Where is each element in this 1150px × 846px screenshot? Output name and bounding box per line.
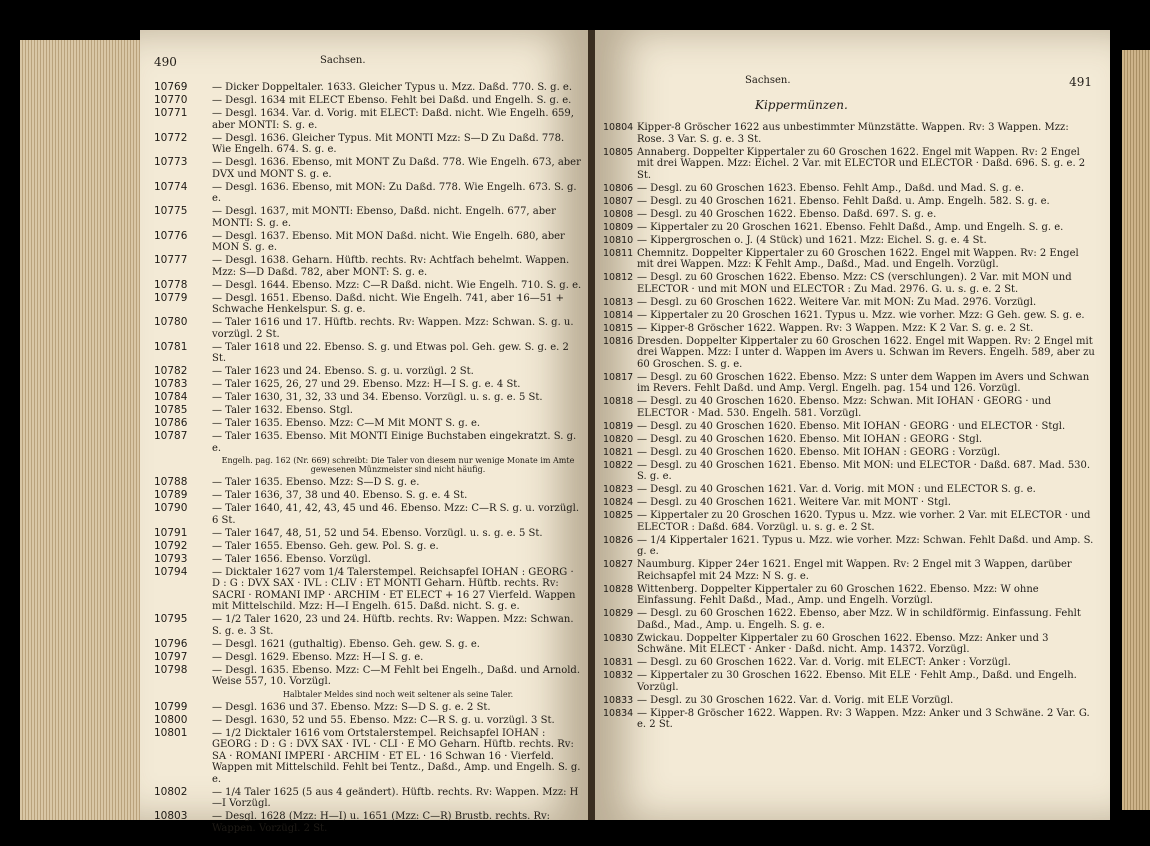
catalog-entry xyxy=(154,567,584,613)
catalog-entry xyxy=(603,695,1098,707)
lot-description: — Kipper-8 Gröscher 1622. Wappen. Rv: 3 Wappen. Mzz: Anker und 3 Schwäne. 2 Var. G. e. 2 St. xyxy=(637,707,1090,730)
catalog-entry xyxy=(603,147,1098,182)
catalog-entry xyxy=(603,196,1098,208)
catalog-entry xyxy=(154,431,584,454)
lot-number: 10770 xyxy=(154,94,188,106)
lot-number: 10800 xyxy=(154,713,188,726)
lot-description: — Desgl. 1630, 52 und 55. Ebenso. Mzz: C—R S. g. u. vorzügl. 3 St. xyxy=(212,714,555,726)
lot-number: 10819 xyxy=(603,420,634,432)
lot-description: Kipper-8 Gröscher 1622 aus unbestimmter Münzstätte. Wappen. Rv: 3 Wappen. Mzz: Rose. 3 Var. S. g. e. 3 St. xyxy=(637,122,1069,145)
lot-number: 10823 xyxy=(603,484,634,495)
lot-description: — Desgl. zu 40 Groschen 1621. Weitere Var. mit MONT · Stgl. xyxy=(637,497,951,508)
catalog-entry xyxy=(603,460,1098,483)
lot-description: — Desgl. zu 40 Groschen 1622. Ebenso. Daßd. 697. S. g. e. xyxy=(637,208,937,220)
catalog-entry xyxy=(154,95,584,107)
footnote: Halbtaler Meldes sind noch weit seltener als seine Taler. xyxy=(282,689,514,699)
lot-number: 10769 xyxy=(154,81,188,93)
lot-description: — Dicker Doppeltaler. 1633. Gleicher Typus u. Mzz. Daßd. 770. S. g. e. xyxy=(212,82,573,93)
lot-description: Zwickau. Doppelter Kippertaler zu 60 Groschen 1622. Ebenso. Mzz: Anker und 3 Schwäne. Mit ELECT · Anker · Daßd. nicht. Amp. 14372. Vorzügl. xyxy=(637,632,1049,655)
lot-description: — Desgl. zu 40 Groschen 1621. Ebenso. Mit MON: und ELECTOR · Daßd. 687. Mad. 530. S. g. e. xyxy=(637,459,1091,482)
lot-description: — Desgl. zu 60 Groschen 1622. Ebenso. Mzz: CS (verschlungen). 2 Var. mit MON und ELECTOR · und mit MON und ELECTOR : Zu Mad. 2976. G. u. s. g. e. 2 St. xyxy=(637,272,1072,295)
footnote: Engelh. pag. 162 (Nr. 669) schreibt: Die Taler von diesem nur wenige Monate im Amte gewesenen Münzmeister sind nicht häufig. xyxy=(221,456,575,474)
lot-number: 10779 xyxy=(154,291,188,304)
catalog-entry xyxy=(154,541,584,553)
lot-description: — Desgl. 1636. Gleicher Typus. Mit MONTI Mzz: S—D Zu Daßd. 778. Wie Engelh. 674. S. g. e. xyxy=(212,132,565,155)
lot-number: 10825 xyxy=(603,510,634,521)
lot-description: — Desgl. zu 40 Groschen 1620. Ebenso. Mzz: Schwan. Mit IOHAN · GEORG · und ELECTOR · Mad. 530. Engelh. 581. Vorzügl. xyxy=(637,396,1052,419)
catalog-entry xyxy=(154,652,584,664)
lot-number: 10781 xyxy=(154,340,188,353)
lot-number: 10802 xyxy=(154,785,188,798)
catalog-entry xyxy=(603,297,1098,309)
lot-number: 10827 xyxy=(603,559,634,570)
lot-description: — Desgl. 1637. Ebenso. Mit MON Daßd. nicht. Wie Engelh. 680, aber MON S. g. e. xyxy=(212,230,565,253)
lot-number: 10776 xyxy=(154,229,188,242)
lot-description: — Desgl. zu 60 Groschen 1622. Ebenso. Mzz: S unter dem Wappen im Avers und Schwan im Revers. Fehlt Daßd. und Amp. Vergl. Engelh. pag. 154 und 126. Vorzügl. xyxy=(637,371,1090,394)
lot-description: — 1/2 Dicktaler 1616 vom Ortstalerstempel. Reichsapfel IOHAN : GEORG : D : G : DVX SAX · IVL · CLI · E MO Geharn. Hüftb. rechts. Rv: SA · ROMANI IMPERI · ARCHIM · ET EL · 16 Schwan 16 · Vierfeld. Wappen mit Mittelschild. Fehlt bei Tentz., Daßd., Amp. und Engelh. S. g. e. xyxy=(212,727,581,785)
catalog-entry xyxy=(154,280,584,292)
catalog-entry xyxy=(154,293,584,316)
lot-description: — Kippertaler zu 20 Groschen 1621. Ebenso. Fehlt Daßd., Amp. und Engelh. S. g. e. xyxy=(637,221,1064,233)
lot-number: 10772 xyxy=(154,131,188,144)
lot-description: — Desgl. zu 60 Groschen 1622. Var. d. Vorig. mit ELECT: Anker : Vorzügl. xyxy=(637,657,1011,668)
lot-number: 10833 xyxy=(603,694,634,706)
lot-description: — 1/4 Kippertaler 1621. Typus u. Mzz. wie vorher. Mzz: Schwan. Fehlt Daßd. und Amp. S. g. e. xyxy=(637,534,1094,557)
lot-number: 10773 xyxy=(154,156,188,168)
lot-number: 10818 xyxy=(603,396,634,407)
lot-description: — Kippergroschen o. J. (4 Stück) und 1621. Mzz: Eichel. S. g. e. 4 St. xyxy=(637,234,987,246)
lot-number: 10789 xyxy=(154,489,188,501)
catalog-entry xyxy=(154,418,584,430)
section-heading: Kippermünzen. xyxy=(755,98,848,112)
catalog-entry xyxy=(154,108,584,131)
lot-number: 10785 xyxy=(154,404,188,416)
lot-number: 10790 xyxy=(154,502,188,514)
lot-number: 10783 xyxy=(154,378,188,390)
left-page xyxy=(140,30,590,834)
lot-description: — Taler 1640, 41, 42, 43, 45 und 46. Ebenso. Mzz: C—R S. g. u. vorzügl. 6 St. xyxy=(212,503,580,526)
catalog-entry xyxy=(603,510,1098,533)
catalog-entry xyxy=(154,702,584,714)
lot-description: — Desgl. zu 40 Groschen 1620. Ebenso. Mit IOHAN : GEORG : Vorzügl. xyxy=(637,446,1001,458)
lot-description: — Desgl. 1636. Ebenso, mit MON: Zu Daßd. 778. Wie Engelh. 673. S. g. e. xyxy=(212,181,577,204)
lot-number: 10830 xyxy=(603,632,634,644)
lot-number: 10815 xyxy=(603,322,634,334)
lot-number: 10831 xyxy=(603,657,634,668)
lot-description: — Desgl. zu 30 Groschen 1622. Var. d. Vorig. mit ELE Vorzügl. xyxy=(637,694,954,706)
lot-description: Wittenberg. Doppelter Kippertaler zu 60 Groschen 1622. Ebenso. Mzz: W ohne Einfassung. Fehlt Daßd., Mad., Amp. und Engelh. Vorzügl. xyxy=(637,583,1039,606)
catalog-entry xyxy=(154,206,584,229)
lot-number: 10795 xyxy=(154,613,188,625)
lot-number: 10824 xyxy=(603,497,634,508)
catalog-entry xyxy=(603,608,1098,631)
lot-number: 10787 xyxy=(154,430,188,442)
lot-description: — Taler 1647, 48, 51, 52 und 54. Ebenso. Vorzügl. u. s. g. e. 5 St. xyxy=(212,527,543,539)
catalog-entry xyxy=(154,528,584,540)
catalog-entry xyxy=(603,235,1098,247)
lot-description: — Desgl. zu 60 Groschen 1623. Ebenso. Fehlt Amp., Daßd. und Mad. S. g. e. xyxy=(637,182,1025,194)
lot-description: — Desgl. 1629. Ebenso. Mzz: H—I S. g. e. xyxy=(212,651,424,663)
catalog-entry xyxy=(154,554,584,566)
lot-description: — Taler 1625, 26, 27 und 29. Ebenso. Mzz: H—I S. g. e. 4 St. xyxy=(212,379,521,390)
lot-description: — Taler 1636, 37, 38 und 40. Ebenso. S. g. e. 4 St. xyxy=(212,490,468,501)
catalog-entry xyxy=(603,670,1098,693)
catalog-entry xyxy=(603,484,1098,496)
catalog-entry xyxy=(154,639,584,651)
lot-description: — Kipper-8 Gröscher 1622. Wappen. Rv: 3 Wappen. Mzz: K 2 Var. S. g. e. 2 St. xyxy=(637,322,1034,334)
lot-description: — Taler 1635. Ebenso. Mzz: C—M Mit MONT S. g. e. xyxy=(212,418,481,429)
lot-description: — Taler 1623 und 24. Ebenso. S. g. u. vorzügl. 2 St. xyxy=(212,366,474,377)
catalog-entry xyxy=(603,396,1098,419)
lot-number: 10786 xyxy=(154,417,188,429)
lot-description: — Taler 1655. Ebenso. Geh. gew. Pol. S. g. e. xyxy=(212,540,439,552)
lot-number: 10782 xyxy=(154,365,188,377)
lot-description: — Kippertaler zu 20 Groschen 1621. Typus u. Mzz. wie vorher. Mzz: G Geh. gew. S. g. e. xyxy=(637,309,1085,321)
catalog-entry xyxy=(154,133,584,156)
catalog-entry xyxy=(154,811,584,834)
lot-number: 10820 xyxy=(603,433,634,445)
catalog-entry xyxy=(603,310,1098,322)
lot-number: 10797 xyxy=(154,650,188,663)
lot-description: — Taler 1656. Ebenso. Vorzügl. xyxy=(212,553,371,565)
catalog-entry xyxy=(603,122,1098,145)
catalog-entry xyxy=(154,255,584,278)
lot-description: — Kippertaler zu 30 Groschen 1622. Ebenso. Mit ELE · Fehlt Amp., Daßd. und Engelh. Vorzügl. xyxy=(637,670,1077,693)
lot-description: — Taler 1635. Ebenso. Mzz: S—D S. g. e. xyxy=(212,477,420,488)
page-stack-right xyxy=(1122,50,1150,810)
lot-number: 10771 xyxy=(154,107,188,119)
lot-description: — Kippertaler zu 20 Groschen 1620. Typus u. Mzz. wie vorher. 2 Var. mit ELECTOR · und ELECTOR : Daßd. 684. Vorzügl. u. s. g. e. 2 St. xyxy=(637,510,1091,533)
catalog-entry xyxy=(154,614,584,637)
lot-number: 10777 xyxy=(154,254,188,266)
lot-number: 10775 xyxy=(154,205,188,217)
catalog-entry xyxy=(603,222,1098,234)
catalog-entry xyxy=(154,82,584,94)
lot-number: 10804 xyxy=(603,122,634,133)
catalog-entry xyxy=(603,708,1098,731)
lot-number: 10774 xyxy=(154,180,188,193)
page-number: 490 xyxy=(154,55,177,69)
lot-number: 10805 xyxy=(603,146,634,158)
catalog-entry xyxy=(154,157,584,180)
lot-description: — Desgl. zu 60 Groschen 1622. Ebenso, aber Mzz. W in schildförmig. Einfassung. Fehlt Daßd., Mad., Amp. u. Engelh. S. g. e. xyxy=(637,608,1081,631)
lot-description: — Desgl. 1634 mit ELECT Ebenso. Fehlt bei Daßd. und Engelh. S. g. e. xyxy=(212,95,572,106)
entry-list xyxy=(154,82,584,836)
lot-number: 10793 xyxy=(154,552,188,565)
lot-description: — Taler 1635. Ebenso. Mit MONTI Einige Buchstaben eingekratzt. S. g. e. xyxy=(212,431,577,454)
lot-description: — Desgl. zu 60 Groschen 1622. Weitere Var. mit MON: Zu Mad. 2976. Vorzügl. xyxy=(637,296,1037,308)
lot-number: 10792 xyxy=(154,539,188,552)
catalog-entry xyxy=(603,248,1098,271)
lot-number: 10794 xyxy=(154,565,188,578)
lot-number: 10811 xyxy=(603,247,634,259)
catalog-entry xyxy=(603,559,1098,582)
lot-description: Naumburg. Kipper 24er 1621. Engel mit Wappen. Rv: 2 Engel mit 3 Wappen, darüber Reichsapfel mit 24 Mzz: N S. g. e. xyxy=(637,559,1072,582)
lot-description: Annaberg. Doppelter Kippertaler zu 60 Groschen 1622. Engel mit Wappen. Rv: 2 Engel mit drei Wappen. Mzz: Eichel. 2 Var. mit ELECTOR und ELECTOR · Daßd. 696. S. g. e. 2 St. xyxy=(637,146,1086,181)
catalog-entry xyxy=(154,379,584,391)
lot-description: — Desgl. zu 40 Groschen 1620. Ebenso. Mit IOHAN : GEORG · Stgl. xyxy=(637,433,983,445)
lot-description: — 1/4 Taler 1625 (5 aus 4 geändert). Hüftb. rechts. Rv: Wappen. Mzz: H—I Vorzügl. xyxy=(212,786,579,809)
lot-number: 10810 xyxy=(603,234,634,246)
catalog-entry xyxy=(154,503,584,526)
lot-number: 10780 xyxy=(154,316,188,328)
lot-description: — Desgl. zu 40 Groschen 1620. Ebenso. Mit IOHAN · GEORG · und ELECTOR · Stgl. xyxy=(637,420,1066,432)
lot-number: 10801 xyxy=(154,726,188,739)
right-page xyxy=(595,30,1110,820)
catalog-entry xyxy=(603,183,1098,195)
catalog-entry xyxy=(603,584,1098,607)
lot-description: — Desgl. 1644. Ebenso. Mzz: C—R Daßd. nicht. Wie Engelh. 710. S. g. e. xyxy=(212,279,582,291)
catalog-entry xyxy=(603,633,1098,656)
lot-number: 10784 xyxy=(154,391,188,403)
lot-number: 10778 xyxy=(154,278,188,291)
lot-description: Chemnitz. Doppelter Kippertaler zu 60 Groschen 1622. Engel mit Wappen. Rv: 2 Engel mit drei Wappen. Mzz: K Fehlt Amp., Daßd., Mad. und Engelh. Vorzügl. xyxy=(637,247,1079,270)
lot-number: 10803 xyxy=(154,810,188,822)
lot-description: — Taler 1632. Ebenso. Stgl. xyxy=(212,405,353,416)
catalog-entry xyxy=(154,366,584,378)
lot-number: 10813 xyxy=(603,296,634,308)
lot-description: — Desgl. 1621 (guthaltig). Ebenso. Geh. gew. S. g. e. xyxy=(212,638,480,650)
lot-description: — Desgl. 1636 und 37. Ebenso. Mzz: S—D S. g. e. 2 St. xyxy=(212,701,491,713)
lot-number: 10808 xyxy=(603,208,634,220)
catalog-entry xyxy=(603,535,1098,558)
lot-description: — Taler 1616 und 17. Hüftb. rechts. Rv: Wappen. Mzz: Schwan. S. g. u. vorzügl. 2 St. xyxy=(212,317,574,340)
catalog-entry xyxy=(154,342,584,365)
page-number: 491 xyxy=(1069,75,1092,89)
catalog-entry xyxy=(154,715,584,727)
lot-number: 10826 xyxy=(603,534,634,546)
lot-number: 10806 xyxy=(603,182,634,194)
lot-description: — Desgl. 1634. Var. d. Vorig. mit ELECT: Daßd. nicht. Wie Engelh. 659, aber MONTI: S. g. e. xyxy=(212,108,574,131)
lot-description: — Desgl. 1635. Ebenso. Mzz: C—M Fehlt bei Engelh., Daßd. und Arnold. Weise 557, 10. Vorzügl. xyxy=(212,664,580,687)
catalog-entry xyxy=(603,447,1098,459)
catalog-entry xyxy=(154,728,584,786)
catalog-entry xyxy=(154,317,584,340)
lot-number: 10817 xyxy=(603,371,634,383)
lot-number: 10798 xyxy=(154,663,188,676)
lot-description: — Desgl. 1628 (Mzz: H—I) u. 1651 (Mzz: C—R) Brustb. rechts. Rv: Wappen. Vorzügl. 2 St. xyxy=(212,811,550,834)
open-book xyxy=(140,30,1130,834)
lot-number: 10834 xyxy=(603,707,634,719)
lot-number: 10807 xyxy=(603,195,634,207)
lot-description: — Desgl. zu 40 Groschen 1621. Ebenso. Fehlt Daßd. u. Amp. Engelh. 582. S. g. e. xyxy=(637,195,1050,207)
catalog-entry xyxy=(154,477,584,489)
lot-description: Dresden. Doppelter Kippertaler zu 60 Groschen 1622. Engel mit Wappen. Rv: 2 Engel mit drei Wappen. Mzz: I unter d. Wappen im Avers u. Schwan im Revers. Engelh. 589, aber zu 60 Groschen. S. g. e. xyxy=(637,335,1095,370)
lot-number: 10814 xyxy=(603,309,634,321)
entry-list xyxy=(603,122,1098,732)
lot-number: 10821 xyxy=(603,446,634,458)
lot-description: — Taler 1618 und 22. Ebenso. S. g. und Etwas pol. Geh. gew. S. g. e. 2 St. xyxy=(212,341,569,364)
catalog-entry xyxy=(154,392,584,404)
catalog-entry xyxy=(154,182,584,205)
catalog-entry xyxy=(603,209,1098,221)
catalog-entry xyxy=(154,665,584,688)
catalog-entry xyxy=(603,272,1098,295)
lot-number: 10829 xyxy=(603,608,634,619)
catalog-entry xyxy=(154,787,584,810)
lot-description: — Dicktaler 1627 vom 1/4 Talerstempel. Reichsapfel IOHAN : GEORG · D : G : DVX SAX · IVL : CLIV : ET MONTI Geharn. Hüftb. rechts. Rv: SACRI · ROMANI IMP · ARCHIM · ET ELECT + 16 27 Vierfeld. Wappen mit Mittelschild. Mzz: H—I Engelh. 615. Daßd. nicht. S. g. e. xyxy=(212,566,576,612)
lot-description: — Desgl. 1637, mit MONTI: Ebenso, Daßd. nicht. Engelh. 677, aber MONTI: S. g. e. xyxy=(212,206,556,229)
lot-description: — Taler 1630, 31, 32, 33 und 34. Ebenso. Vorzügl. u. s. g. e. 5 St. xyxy=(212,392,543,403)
lot-description: — Desgl. 1636. Ebenso, mit MONT Zu Daßd. 778. Wie Engelh. 673, aber DVX und MONT S. g. e. xyxy=(212,157,581,180)
catalog-entry xyxy=(154,490,584,502)
lot-number: 10799 xyxy=(154,700,188,713)
lot-number: 10816 xyxy=(603,335,634,347)
catalog-entry xyxy=(154,231,584,254)
lot-description: — Desgl. 1651. Ebenso. Daßd. nicht. Wie Engelh. 741, aber 16—51 + Schwache Henkelspur. S. g. e. xyxy=(212,292,565,315)
catalog-entry xyxy=(603,657,1098,669)
lot-description: — Desgl. 1638. Geharn. Hüftb. rechts. Rv: Achtfach behelmt. Wappen. Mzz: S—D Daßd. 782, aber MONT: S. g. e. xyxy=(212,255,570,278)
lot-number: 10832 xyxy=(603,670,634,681)
lot-description: — 1/2 Taler 1620, 23 und 24. Hüftb. rechts. Rv: Wappen. Mzz: Schwan. S. g. e. 3 St. xyxy=(212,614,574,637)
catalog-entry xyxy=(603,372,1098,395)
lot-number: 10791 xyxy=(154,526,188,539)
catalog-entry xyxy=(603,434,1098,446)
lot-number: 10828 xyxy=(603,583,634,595)
lot-description: — Desgl. zu 40 Groschen 1621. Var. d. Vorig. mit MON : und ELECTOR S. g. e. xyxy=(637,484,1036,495)
page-stack-left xyxy=(20,40,160,820)
lot-number: 10796 xyxy=(154,637,188,650)
catalog-entry xyxy=(603,336,1098,371)
lot-number: 10812 xyxy=(603,272,634,283)
catalog-entry xyxy=(603,421,1098,433)
catalog-entry xyxy=(154,405,584,417)
catalog-entry xyxy=(603,323,1098,335)
lot-number: 10809 xyxy=(603,221,634,233)
catalog-entry xyxy=(603,497,1098,509)
running-head: Sachsen. xyxy=(745,75,791,86)
lot-number: 10788 xyxy=(154,476,188,488)
lot-number: 10822 xyxy=(603,459,634,471)
running-head: Sachsen. xyxy=(320,55,366,66)
